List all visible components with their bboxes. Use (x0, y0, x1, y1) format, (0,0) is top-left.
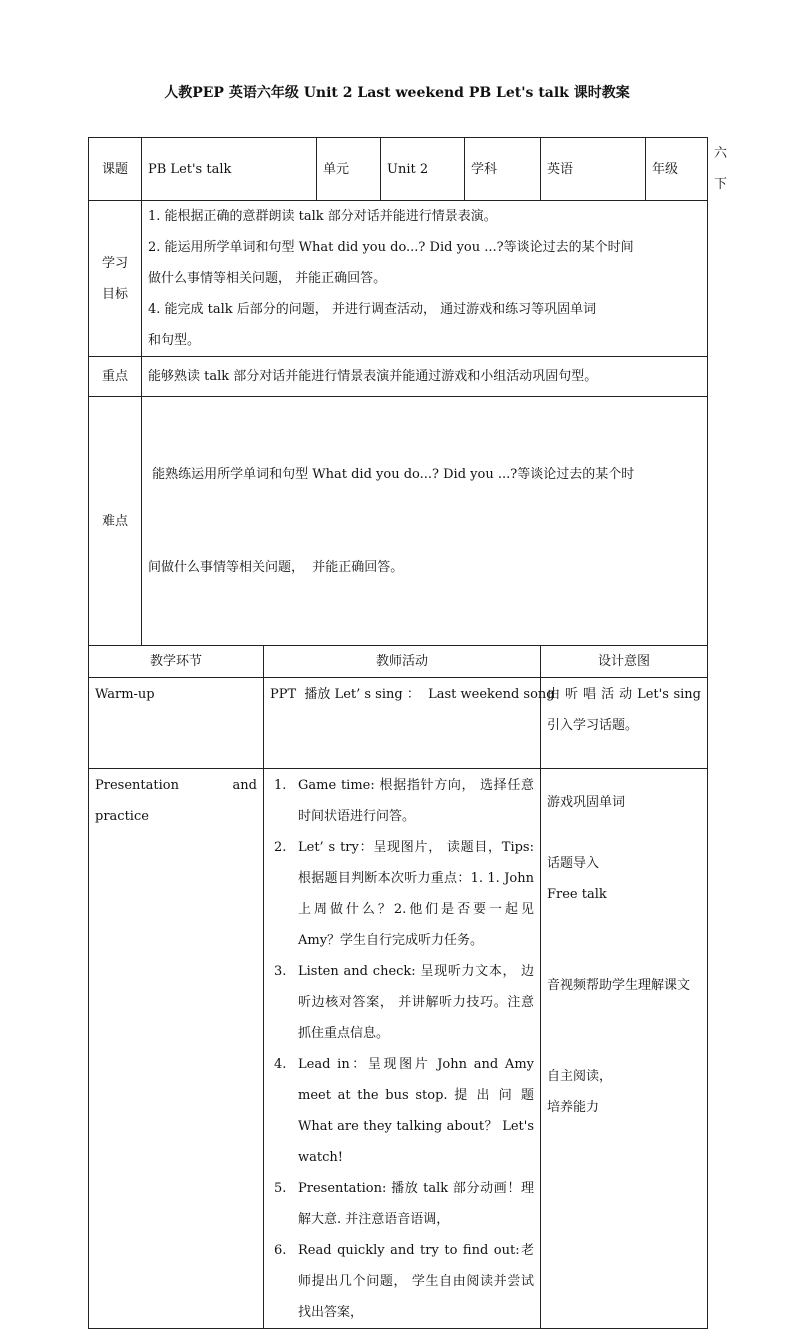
list-item (274, 1235, 534, 1328)
teacher-activity-header: 教师活动 (264, 646, 541, 678)
objectives-label (89, 201, 142, 357)
step-number: 5. (274, 1181, 287, 1196)
step-text: Let’ s try：呈现图片， 读题目，Tips: 根据题目判断本次听力重点：1. 1. John 上周做什么？2.他们是否要一起见 Amy？学生自行完成听力任务。 (298, 840, 534, 948)
presentation-row (89, 769, 708, 1329)
objective-line: 4. 能完成 talk 后部分的问题， 并进行调查活动， 通过游戏和练习等巩固单词 (148, 302, 597, 317)
design-note: 自主阅读， (547, 1069, 613, 1084)
objective-line: 2. 能运用所学单词和句型 What did you do...? Did you ...?等谈论过去的某个时间 (148, 240, 634, 255)
objectives-label-line: 学习 (101, 255, 128, 271)
key-point-row (89, 357, 708, 397)
lesson-plan-table (88, 137, 728, 1329)
warmup-stage: Warm-up (89, 678, 264, 769)
unit-label: 单元 (317, 138, 381, 201)
design-note: 音视频帮助学生理解课文 (547, 978, 691, 993)
step-number: 1. (274, 778, 287, 793)
subject-value: 英语 (541, 138, 646, 201)
design-intent-header: 设计意图 (541, 646, 708, 678)
unit-value: Unit 2 (381, 138, 465, 201)
warmup-activity: PPT 播放 Let’ s sing ： Last weekend song (264, 678, 541, 769)
step-number: 2. (274, 840, 287, 855)
difficulty-line: 能熟练运用所学单词和句型 What did you do...? Did you ...?等谈论过去的某个时 (148, 467, 635, 482)
list-item (274, 832, 534, 956)
presentation-activity (264, 769, 541, 1329)
list-item (274, 1049, 534, 1173)
topic-label: 课题 (89, 138, 142, 201)
step-number: 4. (274, 1057, 287, 1072)
stage-header: 教学环节 (89, 646, 264, 678)
presentation-design (541, 769, 708, 1329)
step-text: Listen and check: 呈现听力文本， 边听边核对答案， 并讲解听力技巧。注意抓住重点信息。 (298, 964, 534, 1041)
warmup-row (89, 678, 708, 769)
grade-label: 年级 (646, 138, 708, 201)
difficulty-label: 难点 (89, 397, 142, 646)
key-point-text: 能够熟读 talk 部分对话并能进行情景表演并能通过游戏和小组活动巩固句型。 (142, 357, 708, 397)
presentation-stage: Presentation and practice (89, 769, 264, 1329)
objective-line: 做什么事情等相关问题， 并能正确回答。 (148, 271, 387, 286)
key-point-label: 重点 (89, 357, 142, 397)
objective-line: 1. 能根据正确的意群朗读 talk 部分对话并能进行情景表演。 (148, 209, 497, 224)
step-text: Game time: 根据指针方向， 选择任意时间状语进行问答。 (298, 778, 534, 824)
step-number: 6. (274, 1243, 287, 1258)
step-text: Read quickly and try to find out:老师提出几个问题， 学生自由阅读并尝试找出答案， (298, 1243, 534, 1320)
subject-label: 学科 (465, 138, 541, 201)
difficulty-line: 间做什么事情等相关问题， 并能正确回答。 (148, 560, 404, 575)
design-note: 话题导入 (547, 856, 600, 871)
difficulty-row (89, 397, 708, 646)
design-note: 培养能力 (547, 1100, 600, 1115)
process-header-row (89, 646, 708, 678)
list-item (274, 956, 534, 1049)
header-row: 课题 PB Let's talk 单元 Unit 2 学科 英语 年级 六下 (89, 138, 708, 201)
step-text: Lead in：呈现图片 John and Amy meet at the bus stop. 提 出 问 题 What are they talking about？ Let's watch! (298, 1057, 534, 1165)
objective-line: 和句型。 (148, 333, 201, 348)
step-text: Presentation: 播放 talk 部分动画！理解大意. 并注意语音语调， (298, 1181, 534, 1227)
step-number: 3. (274, 964, 287, 979)
list-item (274, 770, 534, 832)
topic-value: PB Let's talk (142, 138, 317, 201)
warmup-design: 由 听 唱 活 动 Let's sing 引入学习话题。 (541, 678, 708, 769)
document-title: 人教PEP 英语六年级 Unit 2 Last weekend PB Let's talk 课时教案 (164, 85, 630, 101)
design-note: 游戏巩固单词 (547, 795, 626, 810)
list-item (274, 1173, 534, 1235)
steps-list (274, 770, 534, 1328)
design-note: Free talk (547, 887, 607, 902)
objectives-content (142, 201, 708, 357)
objectives-label-line: 目标 (101, 286, 128, 302)
difficulty-content (142, 397, 708, 646)
objectives-row (89, 201, 708, 357)
